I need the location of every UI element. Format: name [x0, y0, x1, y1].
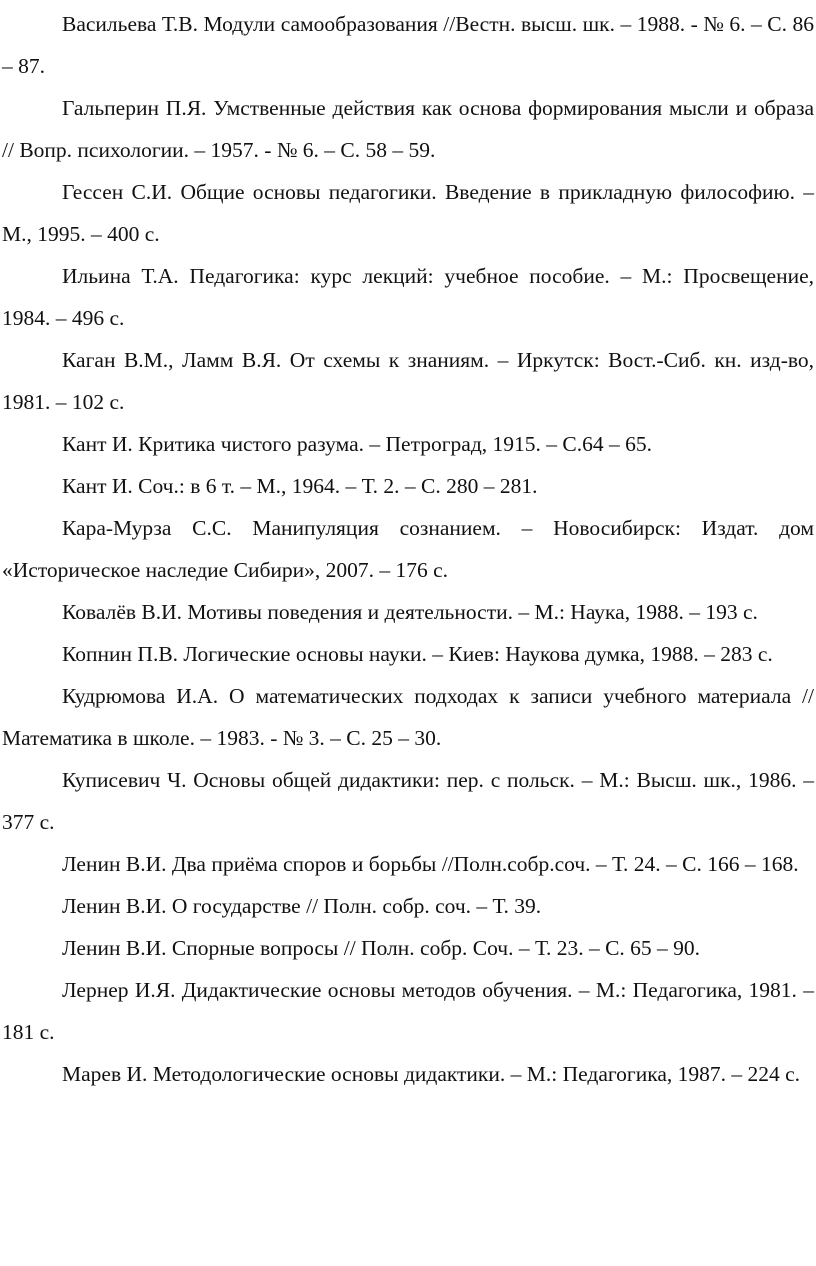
reference-text: Васильева Т.В. Модули самообразования //Вестн. высш. шк. – 1988. - № 6. – С. 86 – 87. [2, 12, 814, 78]
reference-item [2, 171, 814, 255]
reference-text: Ильина Т.А. Педагогика: курс лекций: учебное пособие. – М.: Просвещение, 1984. – 496 с. [2, 264, 814, 330]
reference-text: Марев И. Методологические основы дидактики. – М.: Педагогика, 1987. – 224 с. [62, 1062, 801, 1086]
reference-text: Ленин В.И. Два приёма споров и борьбы //Полн.собр.соч. – Т. 24. – С. 166 – 168. [62, 852, 799, 876]
reference-item [2, 465, 814, 507]
reference-item [2, 3, 814, 87]
reference-item [2, 633, 814, 675]
reference-text: Гальперин П.Я. Умственные действия как основа формирования мысли и образа // Вопр. психологии. – 1957. - № 6. – С. 58 – 59. [2, 96, 814, 162]
reference-text: Лернер И.Я. Дидактические основы методов обучения. – М.: Педагогика, 1981. – 181 с. [2, 978, 814, 1044]
reference-text: Кант И. Соч.: в 6 т. – М., 1964. – Т. 2. – С. 280 – 281. [62, 474, 538, 498]
reference-item [2, 507, 814, 591]
reference-item [2, 1053, 814, 1095]
reference-text: Ковалёв В.И. Мотивы поведения и деятельности. – М.: Наука, 1988. – 193 с. [62, 600, 758, 624]
reference-text: Кудрюмова И.А. О математических подходах к записи учебного материала // Математика в школе. – 1983. - № 3. – С. 25 – 30. [2, 684, 814, 750]
reference-text: Куписевич Ч. Основы общей дидактики: пер. с польск. – М.: Высш. шк., 1986. – 377 с. [2, 768, 814, 834]
reference-item [2, 87, 814, 171]
reference-text: Копнин П.В. Логические основы науки. – Киев: Наукова думка, 1988. – 283 с. [62, 642, 773, 666]
reference-item [2, 969, 814, 1053]
reference-item [2, 339, 814, 423]
reference-item [2, 591, 814, 633]
reference-text: Ленин В.И. Спорные вопросы // Полн. собр. Соч. – Т. 23. – С. 65 – 90. [62, 936, 701, 960]
reference-text: Кант И. Критика чистого разума. – Петроград, 1915. – С.64 – 65. [62, 432, 652, 456]
reference-item [2, 675, 814, 759]
reference-item [2, 759, 814, 843]
reference-item [2, 423, 814, 465]
reference-text: Ленин В.И. О государстве // Полн. собр. соч. – Т. 39. [62, 894, 542, 918]
reference-item [2, 255, 814, 339]
reference-text: Гессен С.И. Общие основы педагогики. Введение в прикладную философию. – М., 1995. – 400 с. [2, 180, 814, 246]
reference-text: Каган В.М., Ламм В.Я. От схемы к знаниям. – Иркутск: Вост.-Сиб. кн. изд-во, 1981. – 102 с. [2, 348, 814, 414]
reference-item [2, 927, 814, 969]
reference-text: Кара-Мурза С.С. Манипуляция сознанием. – Новосибирск: Издат. дом «Историческое наследие Сибири», 2007. – 176 с. [2, 516, 814, 582]
reference-list [2, 3, 814, 1095]
reference-item [2, 885, 814, 927]
reference-item [2, 843, 814, 885]
